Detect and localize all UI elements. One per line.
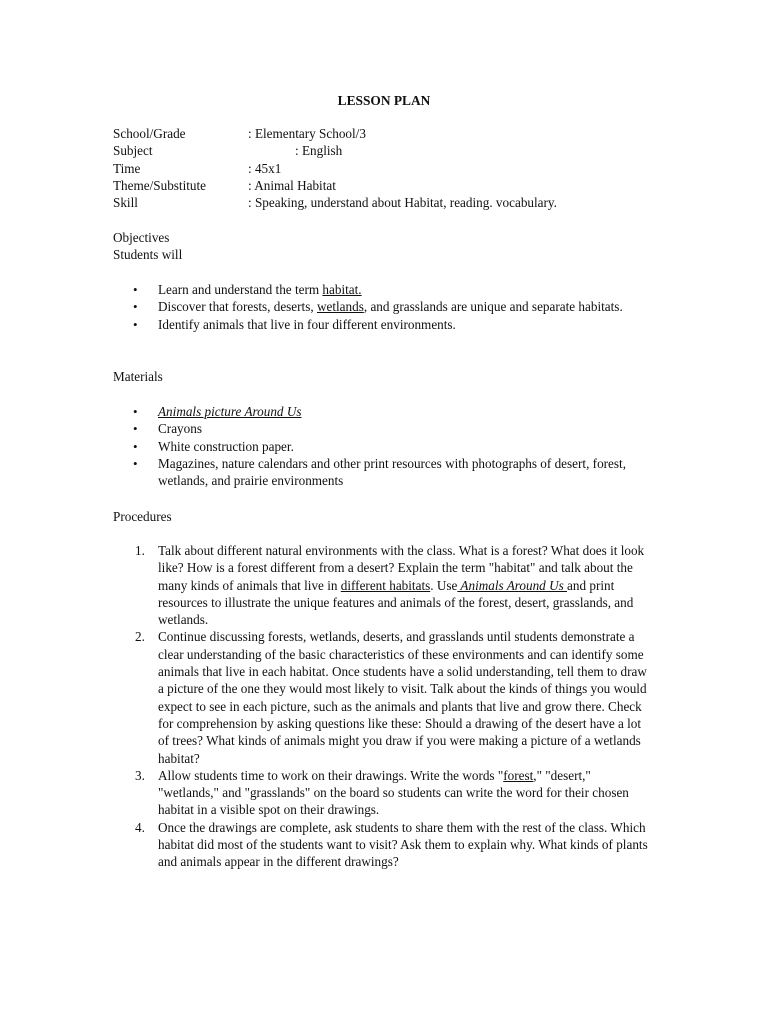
list-item: • Magazines, nature calendars and other print resources with photographs of desert, forest, wetlands, and prairie environments <box>113 455 673 490</box>
info-row-subject <box>113 142 673 159</box>
item-number: 3. <box>135 767 145 783</box>
animals-around-us-link[interactable]: Animals Around Us <box>457 577 568 593</box>
list-item: • White construction paper. <box>113 438 673 455</box>
info-value: : English <box>295 143 343 159</box>
list-item: • Discover that forests, deserts, wetlands, and grasslands are unique and separate habitats. <box>113 298 673 315</box>
info-label: Theme/Substitute <box>113 177 207 193</box>
info-label: Skill <box>113 195 138 211</box>
forest-link[interactable]: forest <box>503 767 534 783</box>
list-item: 2. Continue discussing forests, wetlands, deserts, and grasslands until students demonstrate a clear understanding of the basic characteristics of these environments and can identify some animals that live in each habitat. Once students have a solid understanding, tell them to draw a picture of the one they would most likely to visit. Talk about the kinds of things you would expect to see in each picture, such as the animals and plants that live and grow there. Check for comprehension by asking questions like these: Should a drawing of the desert have a lot of trees? What kinds of animals might you draw if you were making a picture of a wetlands habitat? <box>135 629 647 766</box>
list-item: • Crayons <box>113 420 673 437</box>
list-item: 3. Allow students time to work on their drawings. Write the words "forest," "desert," "wetlands," and "grasslands" on the board so students can write the word for their chosen habitat in a visible spot on their drawings. <box>135 767 629 818</box>
info-value: : Elementary School/3 <box>248 126 366 141</box>
info-label: School/Grade <box>113 126 186 141</box>
procedures-heading: Procedures <box>113 509 172 524</box>
materials-list <box>113 403 673 489</box>
info-value: : 45x1 <box>248 160 282 176</box>
materials-heading: Materials <box>113 369 163 384</box>
lesson-info <box>113 125 673 211</box>
info-label: Time <box>113 160 141 176</box>
objectives-intro: Students will <box>113 247 183 263</box>
list-item: 1. Talk about different natural environments with the class. What is a forest? What does it look like? How is a forest different from a desert? Explain the term "habitat" and talk about the many kinds of animals that live in different habitats. Use Animals Around Us and print resources to illustrate the unique features and animals of the forest, desert, grasslands, and wetlands. <box>135 543 645 628</box>
item-number: 4. <box>135 819 145 835</box>
info-row-theme <box>113 177 673 194</box>
list-item: 4. Once the drawings are complete, ask students to share them with the rest of the class. Which habitat did most of the students want to visit? Ask them to explain why. What kinds of plants and animals appear in the different drawings? <box>135 819 648 870</box>
info-value: : Animal Habitat <box>248 177 336 193</box>
item-number: 1. <box>135 543 145 558</box>
list-item: • Learn and understand the term habitat. <box>113 281 673 298</box>
list-item: • Identify animals that live in four different environments. <box>113 316 673 333</box>
item-number: 2. <box>135 629 145 645</box>
info-value: : Speaking, understand about Habitat, reading. vocabulary. <box>248 195 557 211</box>
habitat-link[interactable]: habitat. <box>322 282 362 297</box>
objectives-heading-block <box>113 229 182 264</box>
page-title: LESSON PLAN <box>337 93 431 108</box>
info-row-school-grade <box>113 125 673 142</box>
different-habitats-link[interactable]: different habitats <box>340 577 431 593</box>
objectives-list <box>113 281 673 333</box>
animals-picture-link[interactable]: Animals picture Around Us <box>158 404 302 419</box>
info-label: Subject <box>113 143 153 159</box>
info-row-skill <box>113 194 673 211</box>
wetlands-link[interactable]: wetlands <box>316 299 364 315</box>
objectives-heading: Objectives <box>113 230 170 245</box>
info-row-time <box>113 160 673 177</box>
procedures-list <box>113 542 653 871</box>
list-item <box>113 403 673 420</box>
